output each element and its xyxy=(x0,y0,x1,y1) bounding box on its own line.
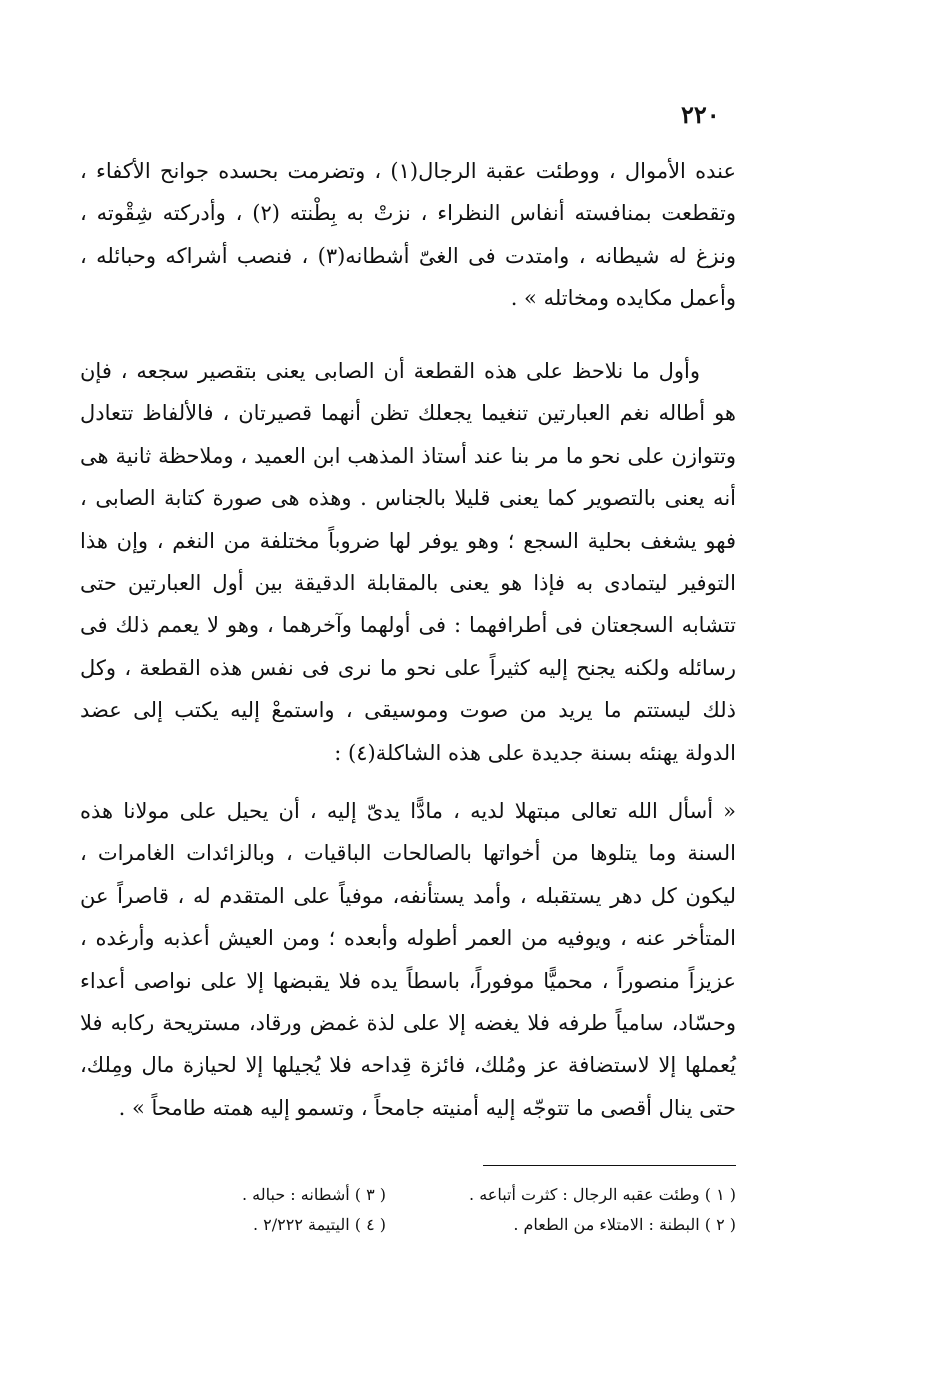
footnote-3: ( ٣ ) أشطانه : حباله . xyxy=(242,1185,386,1204)
page-number: ٢٢٠ xyxy=(681,100,720,129)
footnotes-left-column xyxy=(86,1180,386,1240)
footnote-divider xyxy=(483,1165,736,1166)
paragraph-3-text: « أسأل الله تعالى مبتهلا لديه ، مادًّا يدىّ إليه ، أن يحيل على مولانا هذه السنة وما يتلوها من أخواتها بالصالحات الباقيات ، وبالزائدات الغامرات ، ليكون كل دهر يستقبله ، وأمد يستأنفه، موفياً على المتقدم له ، قاصراً عن المتأخر عنه ، ويوفيه من العمر أطوله وأبعده ؛ ومن العيش أعذبه وأرغده ، عزيزاً منصوراً ، محميًّا موفوراً، باسطاً يده فلا يقبضها إلا على نواصى أعداء وحسّاد، سامياً طرفه فلا يغضه إلا على لذة غمض ورقاد، مستريحة ركابه فلا يُعملها إلا لاستضافة عز ومُلك، فائزة قِداحه فلا يُجيلها إلا لحيازة مال ومِلك، حتى ينال أقصى ما تتوجّه إليه أمنيته جامحاً ، وتسمو إليه همته طامحاً » . xyxy=(80,799,736,1120)
footnote-2: ( ٢ ) البطنة : الامتلاء من الطعام . xyxy=(513,1215,736,1234)
paragraph-3 xyxy=(80,790,736,1129)
footnotes-right-column xyxy=(436,1180,736,1240)
paragraph-2 xyxy=(80,350,736,774)
footnote-1: ( ١ ) وطئت عقبه الرجال : كثرت أتباعه . xyxy=(469,1185,736,1204)
paragraph-1-text: عنده الأموال ، ووطئت عقبة الرجال(١) ، وتضرمت بحسده جوانح الأكفاء ، وتقطعت بمنافسته أنفاس النظراء ، نزتْ به بِطْنته (٢) ، وأدركته شِقْوته ، ونزغ له شيطانه ، وامتدت فى الغىّ أشطانه(٣) ، فنصب أشراكه وحبائله ، وأعمل مكايده ومخاتله » . xyxy=(80,159,736,311)
footnote-4: ( ٤ ) اليتيمة ٢/٢٢٢ . xyxy=(253,1215,386,1234)
paragraph-1 xyxy=(80,150,736,320)
paragraph-2-text: وأول ما نلاحظ على هذه القطعة أن الصابى يعنى بتقصير سجعه ، فإن هو أطاله نغم العبارتين تنغيما يجعلك تظن أنهما قصيرتان ، فالألفاظ تتعادل وتتوازن على نحو ما مر بنا عند أستاذ المذهب ابن العميد ، وملاحظة ثانية هى أنه يعنى بالتصوير كما يعنى قليلا بالجناس . وهذه هى صورة كتابة الصابى ، فهو يشغف بحلية السجع ؛ وهو يوفر لها ضروباً مختلفة من النغم ، وإن هذا التوفير ليتمادى به فإذا هو يعنى بالمقابلة الدقيقة بين أول العبارتين حتى تتشابه السجعتان فى أطرافهما : فى أولهما وآخرهما ، وهو لا يعمم ذلك فى رسائله ولكنه يجنح إليه كثيراً على نحو ما نرى فى نفس هذه القطعة ، وكل ذلك ليستتم ما يريد من صوت وموسيقى ، واستمعْ إليه يكتب إلى عضد الدولة يهنئه بسنة جديدة على هذه الشاكلة(٤) : xyxy=(80,359,736,765)
